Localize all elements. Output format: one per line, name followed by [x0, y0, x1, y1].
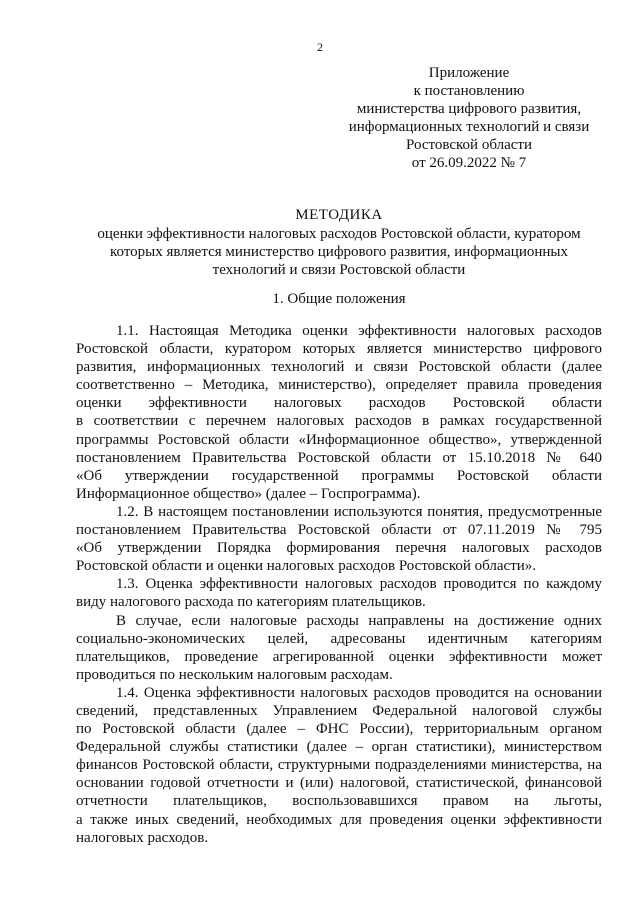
paragraph-line: оценки эффективности налоговых расходов Ростовской области [76, 395, 602, 412]
paragraph-line: Ростовской области, куратором которых является министерство цифрового [76, 341, 602, 358]
appendix-line: Приложение [428, 65, 510, 81]
paragraph-line: налоговых расходов. [76, 829, 209, 846]
paragraph-line: постановлением Правительства Ростовской области от 15.10.2018 № 640 [76, 449, 602, 466]
paragraph-line: постановлением Правительства Ростовской области от 07.11.2019 № 795 [76, 522, 602, 539]
subtitle-line: оценки эффективности налоговых расходов Ростовской области, куратором [97, 226, 581, 242]
paragraph-line: Федеральной службы статистики (далее – орган статистики), министерством [76, 739, 602, 756]
subtitle-line: технологий и связи Ростовской области [212, 262, 466, 278]
appendix-line: информационных технологий и связи [348, 119, 590, 135]
appendix-line: от 26.09.2022 № 7 [411, 155, 527, 171]
paragraph-line: проводиться по нескольким налоговым расходам. [76, 666, 393, 683]
paragraph-line: 1.4. Оценка эффективности налоговых расходов проводится на основании [116, 684, 602, 701]
paragraph-line: «Об утверждении государственной программы Ростовской области [76, 467, 602, 484]
paragraph-line: 1.1. Настоящая Методика оценки эффективности налоговых расходов [116, 323, 602, 339]
paragraph-line: а также иных сведений, необходимых для проведения оценки эффективности [76, 811, 602, 828]
paragraph-line: 1.3. Оценка эффективности налоговых расходов проводится по каждому [116, 576, 602, 593]
paragraph-line: виду налогового расхода по категориям плательщиков. [76, 594, 426, 611]
appendix-line: Ростовской области [406, 137, 532, 153]
paragraph-line: «Об утверждении Порядка формирования перечня налоговых расходов [76, 540, 602, 557]
paragraph-line: финансов Ростовской области, структурными подразделениями министерства, на [76, 757, 602, 774]
paragraph-line: сведений, представленных Управлением Федеральной налоговой службы [76, 702, 602, 719]
document-body [76, 322, 602, 847]
paragraph-line: в соответствии с перечнем налоговых расходов в рамках государственной [76, 413, 602, 430]
paragraph-line: Ростовской области и оценки налоговых расходов Ростовской области». [76, 558, 537, 575]
paragraph-line: развития, информационных технологий и связи Ростовской области (далее [76, 359, 602, 376]
paragraph-line: соответственно – Методика, министерство), определяет правила проведения [76, 377, 602, 394]
paragraph-line: В случае, если налоговые расходы направлены на достижение одних [116, 612, 602, 629]
paragraph-line: плательщиков, проведение агрегированной оценки эффективности может [76, 648, 602, 665]
title-block [76, 206, 602, 279]
paragraph [76, 612, 602, 684]
page-number: 2 [317, 40, 323, 54]
paragraph [76, 684, 602, 847]
document-title: МЕТОДИКА [295, 207, 383, 223]
paragraph-line: программы Ростовской области «Информационное общество», утвержденной [76, 431, 602, 448]
appendix-block [340, 64, 598, 172]
paragraph-line: по Ростовской области (далее – ФНС России), территориальным органом [76, 721, 602, 738]
appendix-line: к постановлению [413, 83, 525, 99]
paragraph [76, 322, 602, 503]
subtitle-line: которых является министерство цифрового развития, информационных [109, 244, 568, 260]
paragraph-line: социально-экономических целей, адресованы идентичным категориям [76, 630, 602, 647]
document-subtitle [76, 225, 602, 279]
paragraph-line: отчетности плательщиков, воспользовавшихся правом на льготы, [76, 793, 602, 810]
paragraph-line: основании годовой отчетности и (или) налоговой, статистической, финансовой [76, 775, 602, 792]
paragraph-line: 1.2. В настоящем постановлении используются понятия, предусмотренные [116, 503, 602, 520]
appendix-line: министерства цифрового развития, [356, 101, 582, 117]
paragraph [76, 575, 602, 611]
paragraph [76, 503, 602, 575]
paragraph-line: Информационное общество» (далее – Госпрограмма). [76, 485, 421, 502]
section-heading: 1. Общие положения [272, 291, 406, 307]
